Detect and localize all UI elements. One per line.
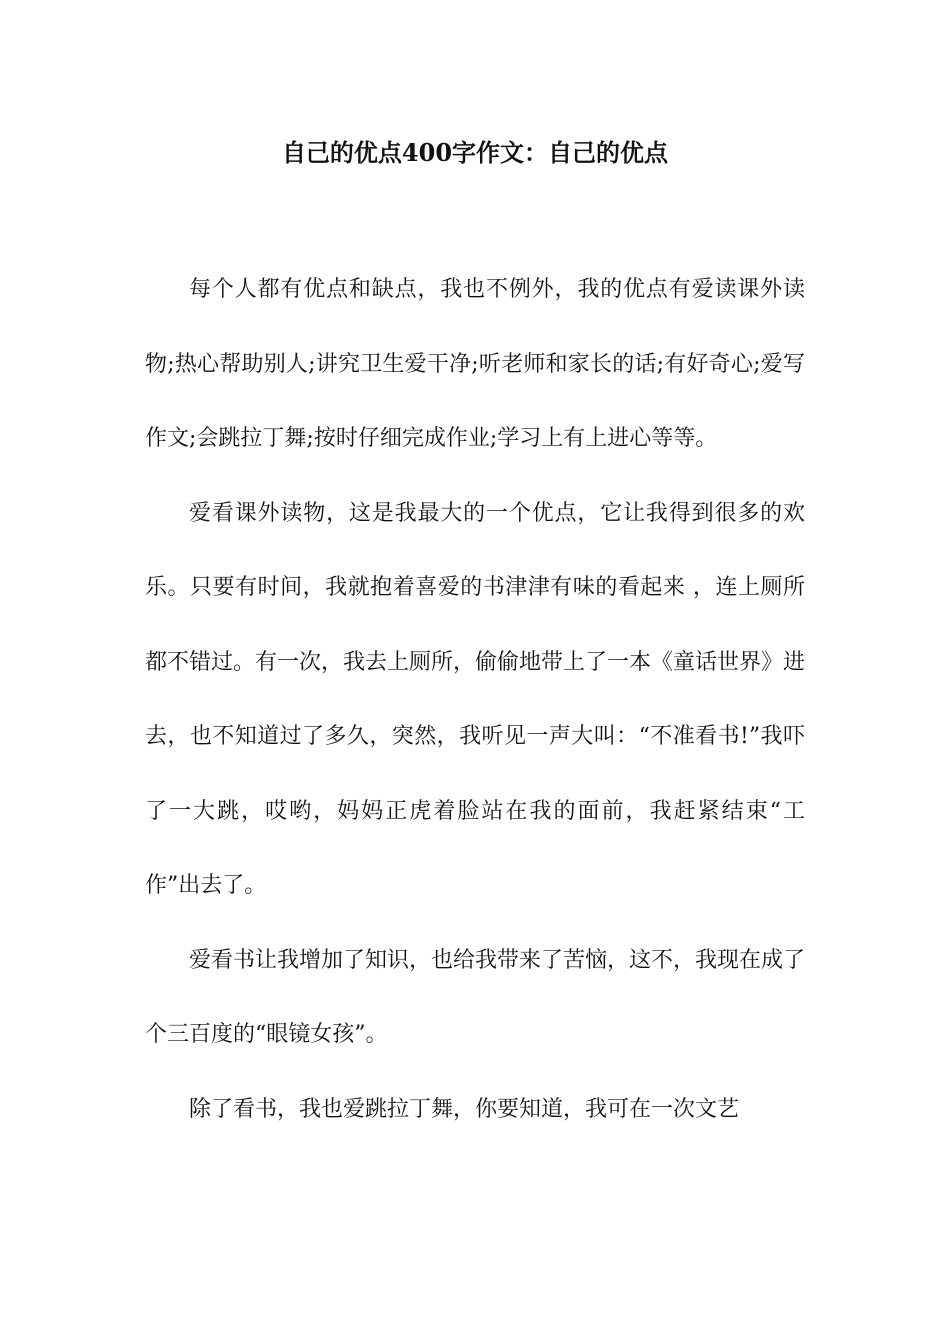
- paragraph-3: 爱看书让我增加了知识，也给我带来了苦恼，这不，我现在成了个三百度的“眼镜女孩”。: [145, 947, 806, 1047]
- paragraph-1: 每个人都有优点和缺点，我也不例外，我的优点有爱读课外读物;热心帮助别人;讲究卫生爱干净;听老师和家长的话;有好奇心;爱写作文;会跳拉丁舞;按时仔细完成作业;学习上有上进心等等。: [145, 277, 805, 451]
- document-title: 自己的优点400字作文：自己的优点: [281, 138, 669, 167]
- document-body: [145, 253, 805, 1147]
- paragraph-4: 除了看书，我也爱跳拉丁舞，你要知道，我可在一次文艺: [189, 1096, 740, 1122]
- paragraph-2: 爱看课外读物，这是我最大的一个优点，它让我得到很多的欢乐。只要有时间，我就抱着喜爱的书津津有味的看起来 ，连上厕所都不错过。有一次，我去上厕所，偷偷地带上了一本《童话世界》进去，也不知道过了多久，突然，我听见一声大叫：“不准看书!”我吓了一大跳，哎哟，妈妈正虎着脸站在我的面前，我赶紧结束“工作”出去了。: [145, 500, 806, 898]
